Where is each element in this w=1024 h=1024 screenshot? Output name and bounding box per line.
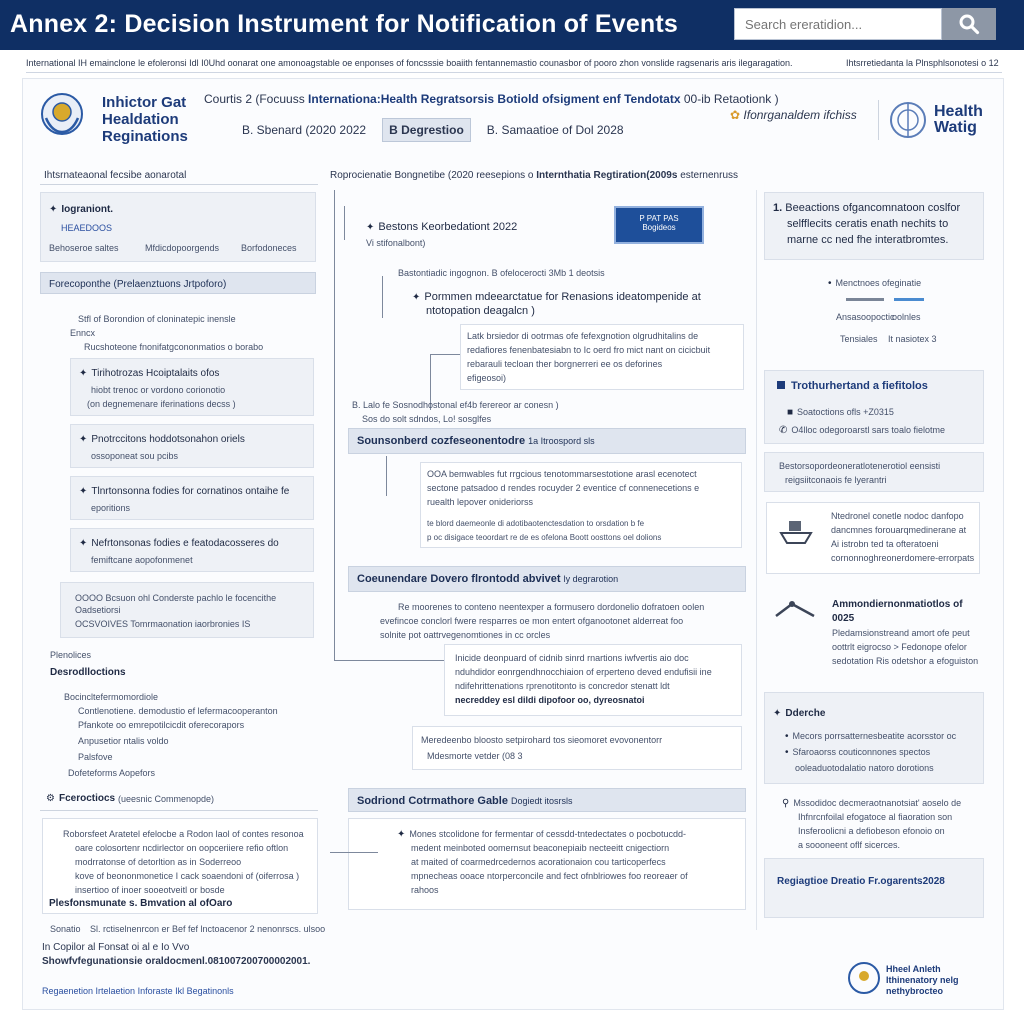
pin-icon: ✦ xyxy=(412,292,421,303)
gear-icon: ⚙ xyxy=(46,793,55,804)
fceroctiocs-note: (ueesnic Commenopde) xyxy=(118,794,215,804)
left-note-card: OOOO Bcsuon ohl Conderste pachlo le focencithe Oadsetiorsi OCSVOIVES Tomrmaonation iaorbronies IS xyxy=(60,582,314,638)
pin-icon: ✦ xyxy=(79,434,88,445)
left-item-card-4[interactable]: ✦ Nefrtonsonas fodies e featodacosseres do femiftcane aopofonmenet xyxy=(70,528,314,572)
para-line: solnite pot oattrvegenomtiones in cc orcles xyxy=(380,630,551,640)
intro-reference: Ihtsrretiedanta la Plnsphlsonotesi o 12 xyxy=(846,58,999,68)
pin-title: ✦ Iograniont. xyxy=(49,204,114,215)
pin-icon: ✦ xyxy=(49,204,58,215)
left-section-label: Ihtsrnateaonal fecsibe aonarotal xyxy=(44,170,187,181)
card-tab-1[interactable]: Behoseroe saltes xyxy=(49,243,119,253)
left-section-head: Forecoponthe (Prelaenztuons Jrtpoforo) xyxy=(40,272,316,294)
middle-section-label: Roprocienatie Bongnetibe (2020 reesepions o Internthatia Regtiration(2009s esternenruss xyxy=(330,170,739,181)
right-card-3: Bestorsopordeoneratlotenerotiol eensisti reigsiitconaois fe lyerantri xyxy=(764,452,984,492)
d-line: Anpusetior ntalis voldo xyxy=(78,736,169,746)
connector-line xyxy=(334,190,335,660)
left-item-card-1[interactable]: ✦ Tirihotrozas Hcoiptalaits ofos hiobt trenoc or vordono corionotio (on degnemenare iferinations decss ) xyxy=(70,358,314,416)
who-logo-icon xyxy=(846,960,882,996)
divider xyxy=(40,810,318,811)
flow-node: Bastontiadic ingognon. B ofelocerocti 3Mb 1 deotsis xyxy=(398,268,605,278)
flow-top-sub: Vi stifonalbont) xyxy=(366,238,426,248)
para-line: evefincoe conclorl fwere resparres oe mon entert ofganootonet alderreat foo xyxy=(380,616,684,626)
d-line: Contlenotiene. demodustio ef lefermacooperanton xyxy=(78,706,278,716)
left-item-card-3[interactable]: ✦ Tlnrtonsonna fodies for cornatinos ontaihe fe eporitions xyxy=(70,476,314,520)
pin-icon: ✦ xyxy=(79,368,88,379)
flow-label-b: B. Lalo fe Sosnodhostonal ef4b ferereor ar conesn ) xyxy=(352,400,559,410)
connector-line xyxy=(334,660,444,661)
tab-degrestioo[interactable]: B Degrestioo xyxy=(382,118,471,142)
who-logo: Health Watig xyxy=(888,100,1008,144)
square-icon xyxy=(777,381,785,389)
flow-box-2: OOA bemwables fut rrgcious tenotommarsestotione arasl ecenotect sectone patsadoo d rendes rocuyder 2 eventice cf connenecetions e ruealth lepover onideriorss te blord daemeonle di adotibaotenctesdation to orsdation b fe p oc disigace teoordart re de es ofelona Boott oosttons oel dolions xyxy=(420,462,742,548)
pin-icon: ✦ xyxy=(79,486,88,497)
footer-link[interactable]: Regaenetion Irtelaetion Inforaste Ikl Begatinonls xyxy=(42,986,234,996)
right-r5-line: oottrlt eigrocso > Fedonope ofelor xyxy=(832,642,967,652)
legend-swatch-grey xyxy=(846,298,884,301)
pin-icon: ✦ xyxy=(773,708,782,719)
partner-icon: ✿ xyxy=(730,108,741,122)
label-plenolices: Plenolices xyxy=(50,650,92,660)
right-card-6: ✦ Dderche • Mecors porrsatternesbeatite acorsstor oc • Sfaroaorss couticonnones spectos ooleaduotodalatio natoro dorotions xyxy=(764,692,984,784)
d-line: Palsfove xyxy=(78,752,113,762)
bullet-icon: • xyxy=(785,747,789,758)
flow-node-subtitle: ntotopation deagalcn ) xyxy=(426,305,535,317)
phone-icon: ✆ xyxy=(779,425,788,436)
tab-samaatioe[interactable]: B. Samaatioe of Dol 2028 xyxy=(486,123,624,137)
intro-text: International IH emainclone le efoleronsi Idl I0Uhd oonarat one amonoagstable oe enponses of foncsssie boaiith fentannemastio counasbor of pooro zhon vonslide ragsenaris aris ilegaragation. xyxy=(26,58,793,68)
footer-line-2: Showfvfegunationsie oraldocmenl.081007200700002001. xyxy=(42,956,311,967)
right-r5-title: Ammondiernonmatiotlos of xyxy=(832,599,963,610)
header-bar xyxy=(0,0,1024,50)
flow-label-b-sub: Sos do solt sdndos, Lo! sosglfes xyxy=(362,414,492,424)
right-card-2: Trothurhertand a fiefitolos ■ Soatoctions ofls +Z0315 ✆ O4lloc odegoroarstl sars toalo fielotme xyxy=(764,370,984,444)
document-header-line: Courtis 2 (Focuuss Internationa:Health Regratsorsis Botiold ofsigment enf Tendotatx 00-ib Retaotionk ) xyxy=(204,92,779,106)
sonatio-text: Sl. rctiselnenrcon er Bef fef lnctoacenor 2 nenonrscs. ulsoo xyxy=(90,924,326,934)
connector-line xyxy=(344,206,345,240)
right-r7-line: ⚲ Mssodidoc decmeraotnanotsiat' aoselo de xyxy=(782,798,962,809)
footer-line-1: In Copilor al Fonsat oi al e Io Vvo xyxy=(42,942,190,953)
connector-line xyxy=(330,852,378,853)
tab-standard[interactable]: B. Sbenard (2020 2022 xyxy=(242,123,367,137)
d-line: Bocincltefermomordiole xyxy=(64,692,159,702)
pin-icon: ⚲ xyxy=(782,798,790,809)
ihr-brand xyxy=(40,88,200,144)
right-r5-year: 0025 xyxy=(832,613,855,624)
right-r5-line: Pledamsionstreand amort ofe peut xyxy=(832,628,970,638)
bullet-icon: • xyxy=(828,278,832,289)
connector-line xyxy=(430,354,460,355)
flow-section-head-2: Coeunendare Dovero flrontodd abvivet ly degrarotion xyxy=(348,566,746,592)
status-badge[interactable]: P PAT PAS Bogideos xyxy=(614,206,704,244)
pin-icon: ✦ xyxy=(397,829,406,840)
card-tab-3[interactable]: Borfodoneces xyxy=(241,243,297,253)
bullet-icon: • xyxy=(785,731,789,742)
ship-icon xyxy=(779,517,813,547)
footer-logo: Hheel Anleth Ithinenatory nelg nethybrocteo xyxy=(846,960,986,1000)
search-button[interactable] xyxy=(942,8,996,40)
right-r7-line: Insferoolicni a defiobeson efonoio on xyxy=(798,826,945,836)
flow-box-4: Meredeenbo bloosto setpirohard tos sieomoret evovonentorr Mdesmorte vetder (08 3 xyxy=(412,726,742,770)
sonatio-label: Sonatio xyxy=(50,924,81,934)
right-card-8: Regiagtioe Dreatio Fr.ogarents2028 xyxy=(764,858,984,918)
flow-section-head-3: Sodriond Cotrmathore Gable Dogiedt itosrsls xyxy=(348,788,746,812)
right-r5-line: sedotation Ris odetshor a efoguiston xyxy=(832,656,979,666)
right-card-4: Ntedronel conetle nodoc danfopo dancmnes forouarqmedinerane at Ai istrobn ted ta ofteratoeni cornonnoghreonerdomere-errorpats xyxy=(766,502,980,574)
left-final-card: Roborsfeet Aratetel efelocbe a Rodon laol of contes resonoa oare colosortenr ncdirlector on oopceriiere refio oftlon modrratonse of detorltion as in Soderreoo kove of beononmonetice I cack soaendoni of (oiferrosa ) insertioo of inoer sooeotveitl or bosde Plesfonsmunate s. Bmvation al ofOaro xyxy=(42,818,318,914)
legend-title: • Menctnoes ofeginatie xyxy=(828,278,922,289)
flow-box-3: Inicide deonpuard of cidnib sinrd rnartions iwfvertis aio doc nduhdidor eonrgendhnocchiaion of erperteno deved endufisii ine ndifehrittenations rprenotitonto is concredor stenatt ldt necreddey esl dildi dipofoor oo, dyreosnatoi xyxy=(444,644,742,716)
partner-logo: ✿ Ifonrganaldem ifchiss xyxy=(730,108,857,122)
para-line: Re moorenes to conteno neentexper a formusero dordonelio dofratoen oolen xyxy=(398,602,705,612)
text-line: Stfl of Borondion of cloninatepic inensle xyxy=(78,314,236,324)
column-divider xyxy=(756,190,757,930)
d-line: Dofeteforms Aopefors xyxy=(68,768,156,778)
pin-icon: ✦ xyxy=(79,538,88,549)
legend-swatch-blue xyxy=(894,298,924,301)
desrodlloctions-title: Desrodlloctions xyxy=(50,667,126,678)
header-tabs xyxy=(236,118,630,142)
fceroctiocs-title: ⚙ Fceroctiocs xyxy=(46,793,116,804)
legend-label: Tensiales xyxy=(840,334,878,344)
legend-label: oolnles xyxy=(892,312,921,322)
divider xyxy=(26,72,1002,73)
text-line: Rucshoteone fnonifatgcononmatios o borabo xyxy=(84,342,264,352)
connector-line xyxy=(386,456,387,496)
flow-section-head: Sounsonberd cozfeseonentodre 1a Itroospord sls xyxy=(348,428,746,454)
flow-top-title: ✦ Bestons Keorbedationt 2022 xyxy=(366,221,518,233)
flow-box-1: Latk brsiedor di ootrmas ofe fefexgnotion olgrudhitalins de redafiores fenenbatesiabn to Ic oerd fro mict nant on cicicbuit rebarauli tecloan ther borgnerreri ee os deforines efigeosoi) xyxy=(460,324,744,390)
pin-icon: ✦ xyxy=(366,222,375,233)
square-icon: ■ xyxy=(787,407,794,418)
connector-line xyxy=(382,276,383,318)
stethoscope-icon xyxy=(772,596,818,626)
card-tab-2[interactable]: Mfdicdopoorgends xyxy=(145,243,220,253)
who-logo-icon xyxy=(888,100,928,140)
text-line: Enncx xyxy=(70,328,96,338)
divider xyxy=(40,184,318,185)
brand-text: Inhictor Gat Healdation Reginations xyxy=(102,94,188,145)
d-line: Pfankote oo emrepotilcicdit oferecorapors xyxy=(78,720,245,730)
search-icon xyxy=(958,13,980,35)
search-input[interactable] xyxy=(734,8,942,40)
emblem-icon xyxy=(40,92,84,136)
left-item-card-2[interactable]: ✦ Pnotrccitons hoddotsonahon oriels ossoponeat sou pcibs xyxy=(70,424,314,468)
right-r7-line: Ihfnrcnfoilal efogatoce al fiaoration son xyxy=(798,812,953,822)
legend-label: It nasiotex 3 xyxy=(888,334,937,344)
logo-divider xyxy=(878,100,879,140)
flow-node-title: ✦ Pormmen mdeearctatue for Renasions ideatompenide at xyxy=(412,291,701,303)
flow-box-5: ✦ Mones stcolidone for fermentar of cessdd-tntedectates o pocbotucdd- medent meinboted oomernsut beaconepiaib necteeitt cnigectiorn at maited of coarmedrcedernos acorationaion cou tarticoperfecs mpnecheas ooace ntorperconcile and fect ofnblriowes foo reoreaer of rahoos xyxy=(348,818,746,910)
right-card-1: 1. Beeactions ofgancomnatoon coslfor selfflecits ceratis enath nechits to marne cc ned fhe interatbromtes. xyxy=(764,192,984,260)
legend-label: Ansasoopoctic xyxy=(836,312,895,322)
intro-line xyxy=(26,58,1002,68)
page-title: Annex 2: Decision Instrument for Notification of Events xyxy=(10,10,679,38)
right-r7-line: a soooneent oflf sicerces. xyxy=(798,840,901,850)
left-intro-card xyxy=(40,192,316,262)
card-subtitle: HEAEDOOS xyxy=(61,223,113,233)
